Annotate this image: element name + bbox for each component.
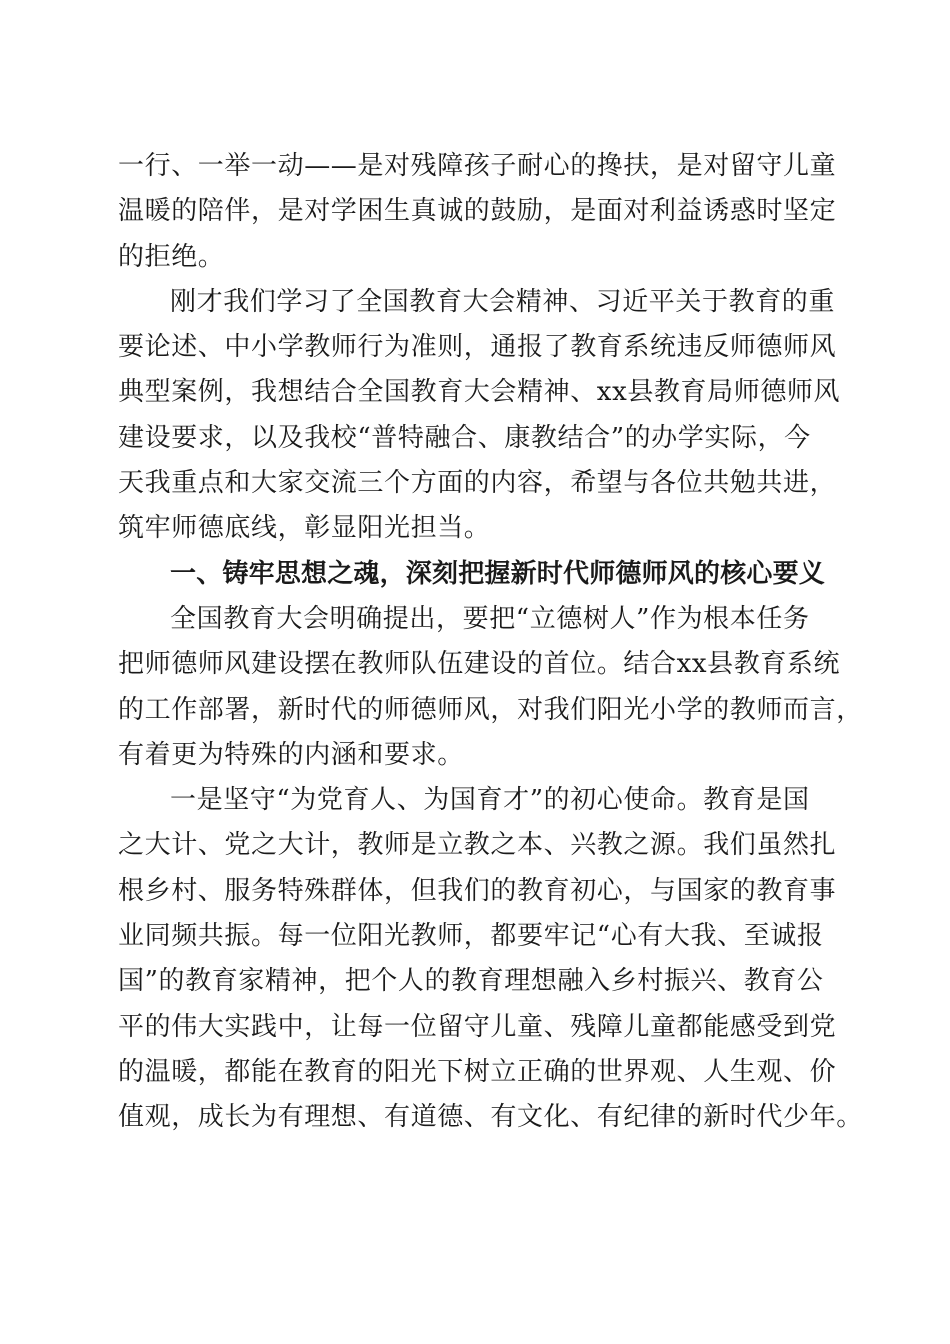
text-line: 要论述、中小学教师行为准则，通报了教育系统违反师德师风	[118, 332, 837, 363]
text-line: 有着更为特殊的内涵和要求。	[118, 739, 464, 770]
text-line: 温暖的陪伴，是对学困生真诚的鼓励，是面对利益诱惑时坚定	[118, 196, 837, 227]
text-line: 的工作部署，新时代的师德师风，对我们阳光小学的教师而言，	[118, 694, 863, 725]
document-body	[118, 144, 863, 1141]
text-line: 根乡村、服务特殊群体，但我们的教育初心，与国家的教育事	[118, 875, 837, 906]
paragraph-continuation	[118, 144, 836, 280]
text-line: 把师德师风建设摆在教师队伍建设的首位。结合xx县教育系统	[118, 649, 841, 680]
text-line: 国”的教育家精神，把个人的教育理想融入乡村振兴、教育公	[118, 966, 824, 997]
text-line: 业同频共振。每一位阳光教师，都要牢记“心有大我、至诚报	[118, 921, 824, 952]
text-line: 的拒绝。	[118, 241, 225, 272]
paragraph-section-intro	[118, 597, 863, 778]
text-line: 刚才我们学习了全国教育大会精神、习近平关于教育的重	[170, 286, 836, 317]
text-line: 天我重点和大家交流三个方面的内容，希望与各位共勉共进，	[118, 468, 837, 499]
text-line: 一行、一举一动——是对残障孩子耐心的搀扶，是对留守儿童	[118, 151, 837, 181]
text-line: 建设要求，以及我校“普特融合、康教结合”的办学实际，今	[118, 422, 811, 453]
section-heading	[118, 552, 836, 597]
text-line: 筑牢师德底线，彰显阳光担当。	[118, 513, 491, 544]
text-line: 的温暖，都能在教育的阳光下树立正确的世界观、人生观、价	[118, 1056, 837, 1087]
text-line: 一是坚守“为党育人、为国育才”的初心使命。教育是国	[170, 785, 810, 816]
heading-text: 一、铸牢思想之魂，深刻把握新时代师德师风的核心要义	[170, 558, 826, 589]
text-line: 之大计、党之大计，教师是立教之本、兴教之源。我们虽然扎	[118, 830, 837, 861]
text-line: 典型案例，我想结合全国教育大会精神、xx县教育局师德师风	[118, 377, 841, 408]
paragraph-introduction	[118, 280, 841, 552]
text-line: 值观，成长为有理想、有道德、有文化、有纪律的新时代少年。	[118, 1102, 863, 1133]
text-line: 全国教育大会明确提出，要把“立德树人”作为根本任务	[170, 603, 810, 634]
text-line: 平的伟大实践中，让每一位留守儿童、残障儿童都能感受到党	[118, 1011, 837, 1042]
paragraph-point-one	[118, 778, 863, 1140]
